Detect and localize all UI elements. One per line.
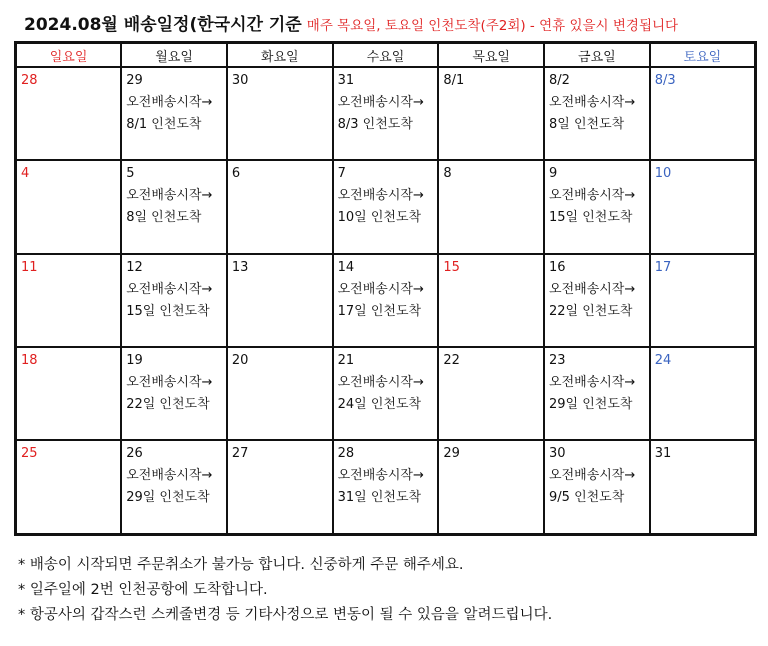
incheon-arrival-text: 8일 인천도착 <box>126 210 202 226</box>
calendar-day-cell <box>438 347 544 440</box>
notice-item: * 일주일에 2번 인천공항에 도착합니다. <box>18 582 268 598</box>
schedule-note: 매주 목요일, 토요일 인천도착(주2회) - 연휴 있을시 변경됩니다 <box>306 18 679 34</box>
shipping-start-text: 오전배송시작→ <box>126 188 213 204</box>
day-number: 27 <box>231 446 249 462</box>
calendar-day-cell <box>544 67 650 160</box>
calendar-day-cell <box>121 67 227 160</box>
weekday-wednesday: 수요일 <box>333 43 439 68</box>
notice-list <box>18 553 552 628</box>
shipping-start-text: 오전배송시작→ <box>337 375 424 391</box>
day-number: 8/3 <box>654 73 676 88</box>
page-title: 2024.08월 배송일정(한국시간 기준 <box>24 15 302 35</box>
shipping-start-text: 오전배송시작→ <box>126 468 213 484</box>
calendar-day-cell <box>333 347 439 440</box>
day-number: 30 <box>549 446 566 462</box>
calendar-day-cell <box>121 160 227 253</box>
calendar-day-cell <box>227 160 333 253</box>
day-number: 28 <box>21 73 38 88</box>
shipping-start-text: 오전배송시작→ <box>549 281 636 297</box>
day-number: 6 <box>231 166 241 182</box>
incheon-arrival-text: 8/1 인천도착 <box>126 117 202 132</box>
calendar-body <box>16 67 756 535</box>
day-number: 22 <box>443 353 460 369</box>
day-number: 16 <box>549 259 566 275</box>
day-number: 4 <box>21 166 30 182</box>
calendar-day-cell <box>544 440 650 534</box>
incheon-arrival-text: 8/3 인천도착 <box>337 117 413 132</box>
calendar-day-cell <box>438 440 544 534</box>
incheon-arrival-text: 9/5 인천도착 <box>549 490 625 506</box>
weekday-tuesday: 화요일 <box>227 43 333 68</box>
day-number: 25 <box>21 446 38 462</box>
calendar-day-cell <box>16 67 122 160</box>
calendar-day-cell <box>650 160 756 253</box>
shipping-start-text: 오전배송시작→ <box>337 95 424 110</box>
calendar-day-cell <box>544 347 650 440</box>
shipping-start-text: 오전배송시작→ <box>126 95 213 110</box>
day-number: 8 <box>443 166 452 182</box>
day-number: 7 <box>337 166 346 182</box>
day-number: 18 <box>21 353 38 369</box>
shipping-start-text: 오전배송시작→ <box>549 375 636 391</box>
day-number: 12 <box>126 259 143 275</box>
day-number: 15 <box>443 259 460 275</box>
incheon-arrival-text: 15일 인천도착 <box>549 210 633 226</box>
calendar-day-cell <box>544 254 650 347</box>
calendar-day-cell <box>121 440 227 534</box>
shipping-start-text: 오전배송시작→ <box>337 468 424 484</box>
day-number: 10 <box>654 166 672 182</box>
day-number: 5 <box>126 166 135 182</box>
shipping-start-text: 오전배송시작→ <box>337 188 424 204</box>
day-number: 31 <box>654 446 672 462</box>
weekday-header-row <box>16 43 756 68</box>
weekday-monday: 월요일 <box>121 43 227 68</box>
incheon-arrival-text: 22일 인천도착 <box>126 397 210 413</box>
calendar-day-cell <box>438 254 544 347</box>
day-number: 24 <box>654 353 672 369</box>
calendar-day-cell <box>333 254 439 347</box>
calendar-day-cell <box>16 160 122 253</box>
calendar-day-cell <box>121 347 227 440</box>
calendar-day-cell <box>650 254 756 347</box>
calendar-day-cell <box>227 440 333 534</box>
shipping-start-text: 오전배송시작→ <box>126 375 213 391</box>
day-number: 9 <box>549 166 558 182</box>
day-number: 21 <box>337 353 355 369</box>
calendar-day-cell <box>544 160 650 253</box>
day-number: 19 <box>126 353 143 369</box>
day-number: 26 <box>126 446 143 462</box>
weekday-friday: 금요일 <box>544 43 650 68</box>
incheon-arrival-text: 15일 인천도착 <box>126 303 210 319</box>
calendar-week-row <box>16 347 756 440</box>
day-number: 30 <box>231 73 249 88</box>
incheon-arrival-text: 17일 인천도착 <box>337 303 422 319</box>
shipping-start-text: 오전배송시작→ <box>126 281 213 297</box>
incheon-arrival-text: 8일 인천도착 <box>549 117 625 132</box>
incheon-arrival-text: 10일 인천도착 <box>337 210 422 226</box>
calendar-day-cell <box>438 67 544 160</box>
weekday-sunday: 일요일 <box>16 43 122 68</box>
calendar-week-row <box>16 254 756 347</box>
incheon-arrival-text: 22일 인천도착 <box>549 303 633 319</box>
day-number: 8/1 <box>443 73 465 88</box>
calendar-week-row <box>16 160 756 253</box>
calendar-day-cell <box>650 67 756 160</box>
calendar-week-row <box>16 440 756 534</box>
calendar-day-cell <box>121 254 227 347</box>
weekday-saturday: 토요일 <box>650 43 756 68</box>
incheon-arrival-text: 29일 인천도착 <box>549 397 633 413</box>
day-number: 23 <box>549 353 566 369</box>
weekday-thursday: 목요일 <box>438 43 544 68</box>
day-number: 13 <box>231 259 249 275</box>
shipping-start-text: 오전배송시작→ <box>549 188 636 204</box>
calendar-day-cell <box>333 440 439 534</box>
day-number: 29 <box>126 73 143 88</box>
day-number: 8/2 <box>549 73 570 88</box>
calendar-week-row <box>16 67 756 160</box>
day-number: 20 <box>231 353 249 369</box>
day-number: 29 <box>443 446 460 462</box>
page-header <box>24 10 764 36</box>
notice-item: * 항공사의 갑작스런 스케줄변경 등 기타사정으로 변동이 될 수 있음을 알려드립니다. <box>18 607 553 623</box>
calendar-day-cell <box>650 440 756 534</box>
day-number: 14 <box>337 259 355 275</box>
calendar-day-cell <box>16 254 122 347</box>
shipping-start-text: 오전배송시작→ <box>549 95 636 110</box>
calendar-day-cell <box>333 67 439 160</box>
calendar-day-cell <box>16 347 122 440</box>
incheon-arrival-text: 29일 인천도착 <box>126 490 210 506</box>
shipping-start-text: 오전배송시작→ <box>549 468 636 484</box>
day-number: 31 <box>337 73 355 88</box>
calendar-day-cell <box>227 254 333 347</box>
calendar-day-cell <box>227 347 333 440</box>
day-number: 11 <box>21 259 38 275</box>
shipping-calendar <box>14 41 757 536</box>
incheon-arrival-text: 24일 인천도착 <box>337 397 422 413</box>
shipping-start-text: 오전배송시작→ <box>337 281 424 297</box>
day-number: 28 <box>337 446 355 462</box>
calendar-day-cell <box>16 440 122 534</box>
calendar-day-cell <box>227 67 333 160</box>
incheon-arrival-text: 31일 인천도착 <box>337 490 422 506</box>
calendar-day-cell <box>438 160 544 253</box>
calendar-day-cell <box>650 347 756 440</box>
calendar-day-cell <box>333 160 439 253</box>
day-number: 17 <box>654 259 672 275</box>
notice-item: * 배송이 시작되면 주문취소가 불가능 합니다. 신중하게 주문 해주세요. <box>18 557 464 573</box>
